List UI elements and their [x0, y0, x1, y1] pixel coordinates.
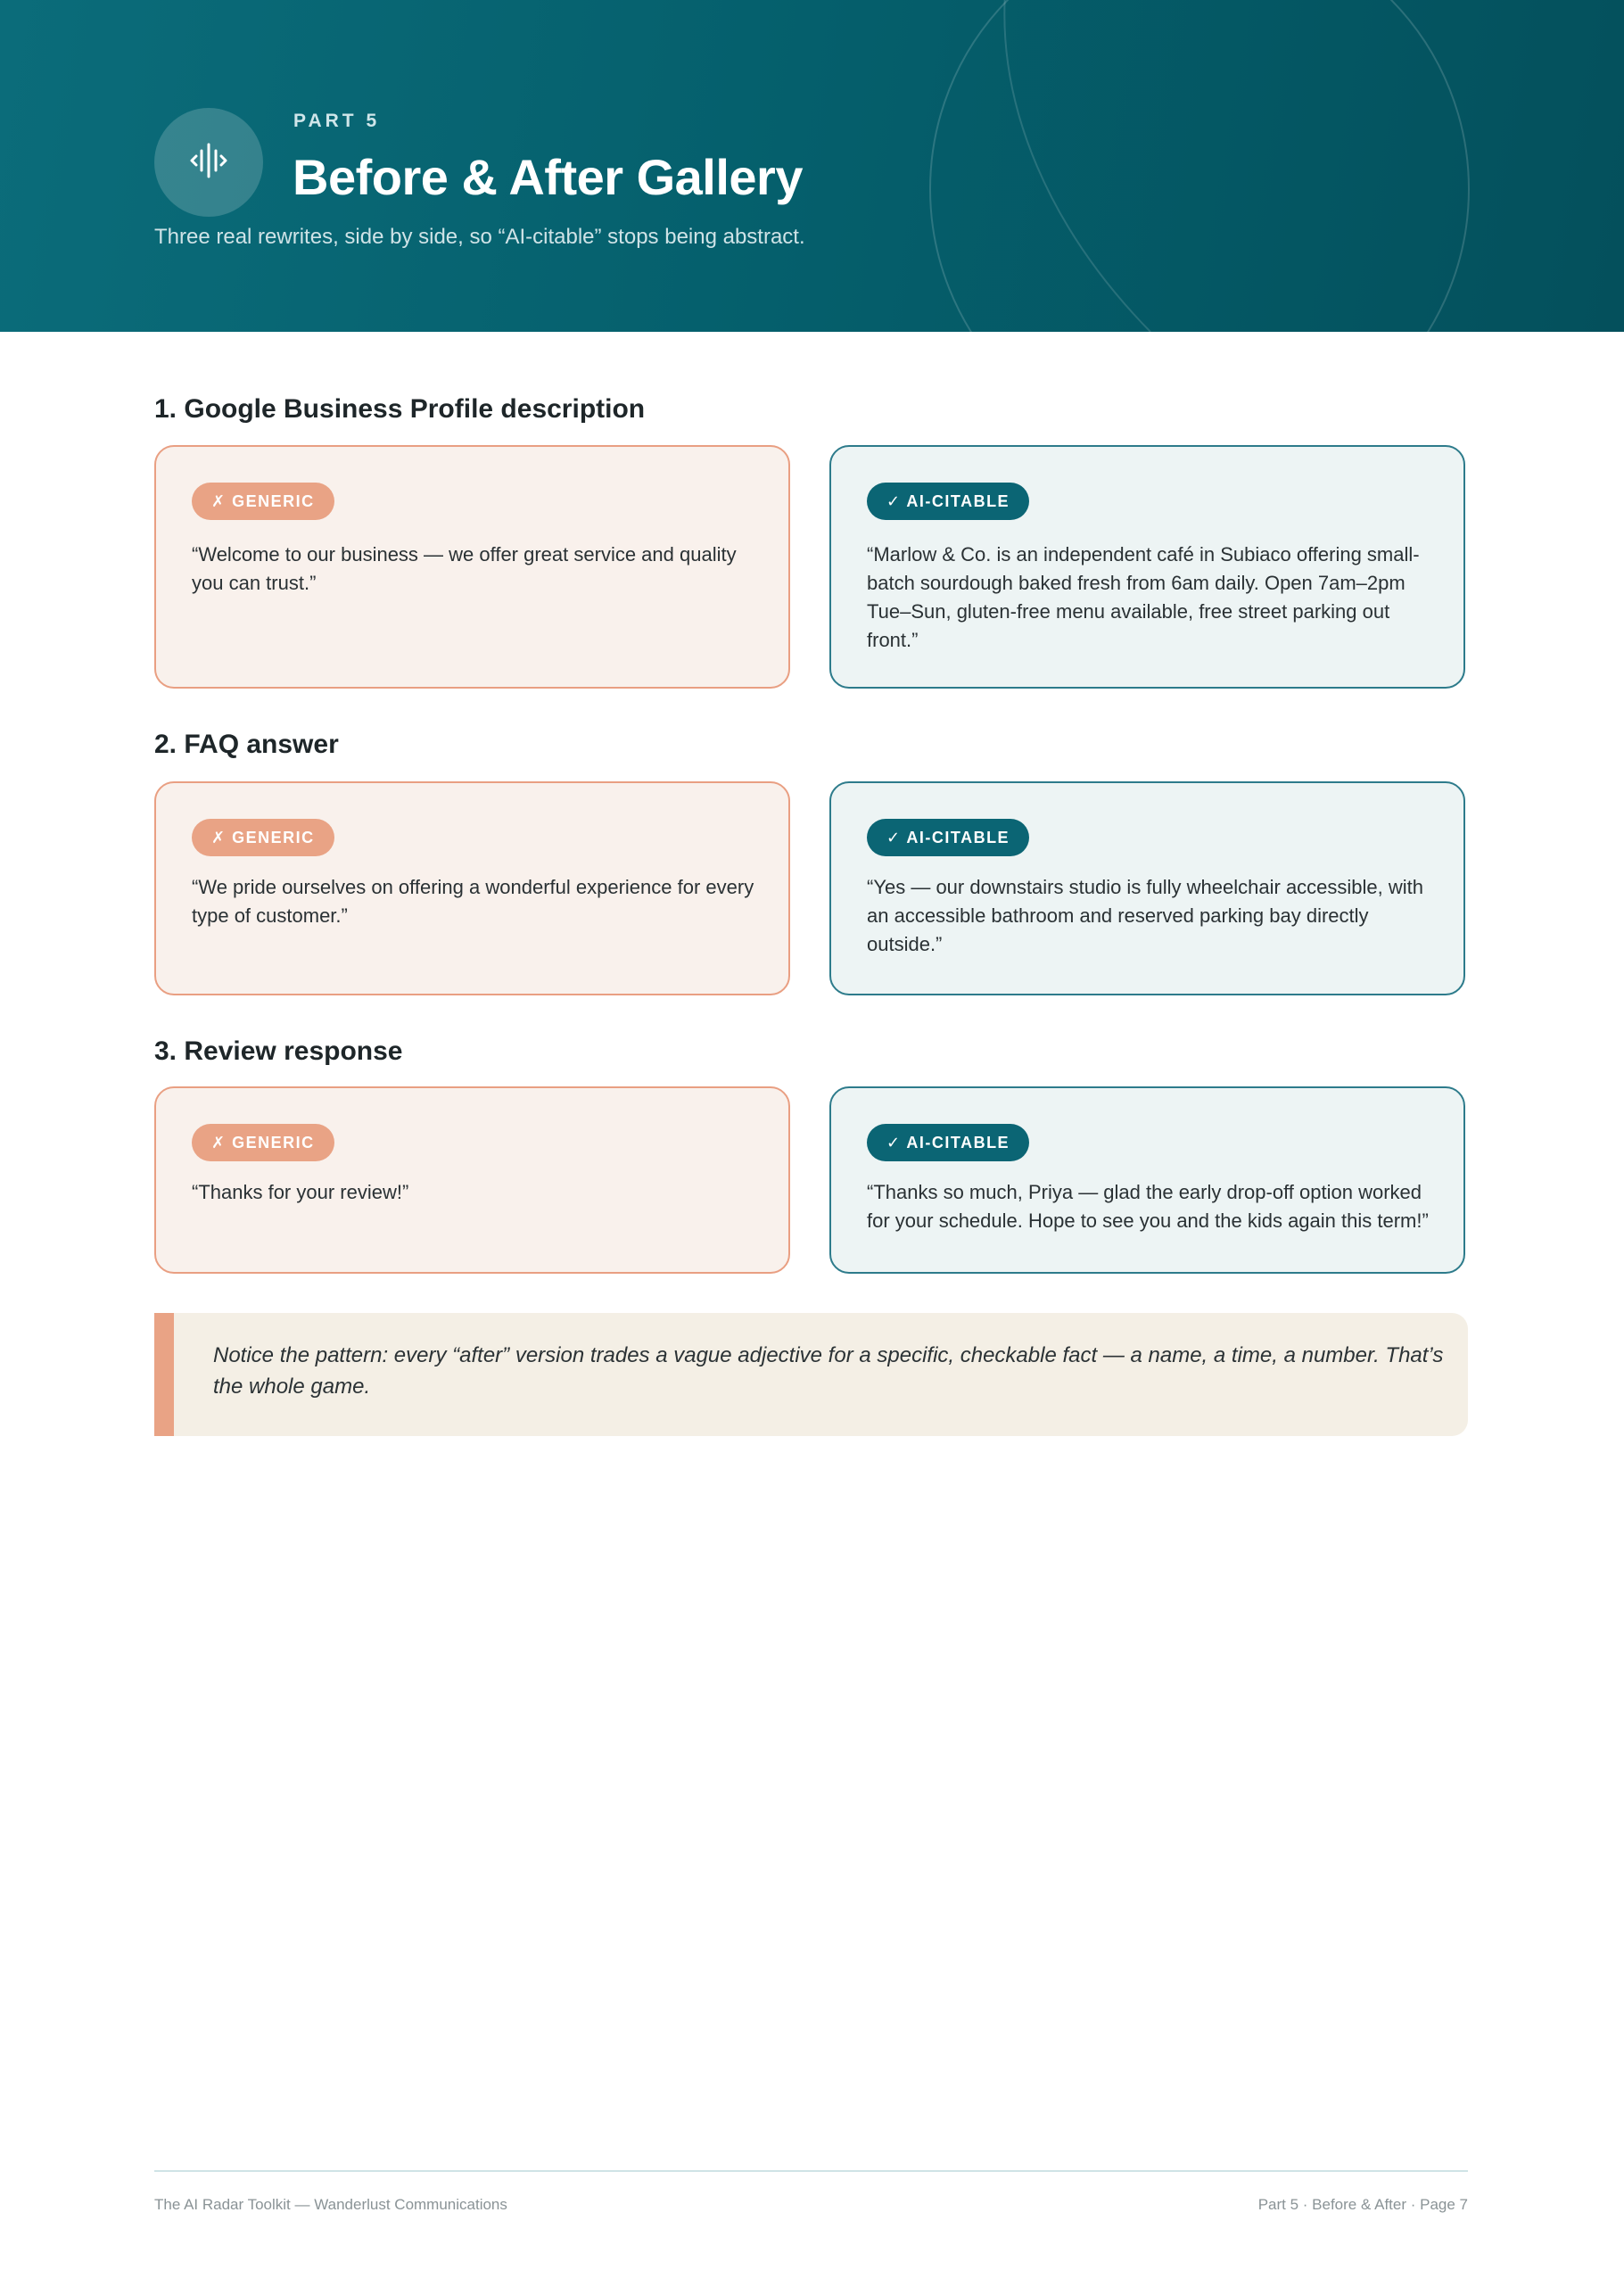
- generic-badge: ✗ GENERIC: [192, 483, 334, 520]
- footer-divider: [154, 2170, 1468, 2172]
- before-card: [154, 1086, 790, 1274]
- part-eyebrow: PART 5: [293, 111, 381, 131]
- footer-publication: The AI Radar Toolkit — Wanderlust Communications: [154, 2196, 507, 2213]
- after-text: “Marlow & Co. is an independent café in Subiaco offering small-batch sourdough baked fresh from 6am daily. Open 7am–2pm Tue–Sun, gluten-free menu available, free street parking out front.”: [867, 543, 1420, 651]
- before-text: “Thanks for your review!”: [192, 1181, 409, 1203]
- pattern-callout: [154, 1313, 1468, 1436]
- after-card: [829, 445, 1465, 689]
- before-text: “We pride ourselves on offering a wonderful experience for every type of customer.”: [192, 876, 754, 927]
- ai-citable-badge: ✓ AI-CITABLE: [867, 1124, 1029, 1161]
- section-heading: 1. Google Business Profile description: [154, 394, 646, 424]
- ai-citable-badge: ✓ AI-CITABLE: [867, 819, 1029, 856]
- section-heading: 3. Review response: [154, 1036, 403, 1066]
- compare-split-icon: [188, 140, 229, 186]
- callout-text: Notice the pattern: every “after” version trades a vague adjective for a specific, checkable fact — a name, a time, a number. That’s the whole game.: [213, 1343, 1444, 1399]
- section-heading: 2. FAQ answer: [154, 730, 339, 759]
- generic-badge: ✗ GENERIC: [192, 1124, 334, 1161]
- after-text: “Yes — our downstairs studio is fully wheelchair accessible, with an accessible bathroom and reserved parking bay directly outside.”: [867, 876, 1424, 955]
- callout-accent-bar: [154, 1313, 174, 1436]
- page-header: [0, 0, 1624, 332]
- page-subtitle: Three real rewrites, side by side, so “AI-citable” stops being abstract.: [154, 225, 805, 249]
- after-card: [829, 1086, 1465, 1274]
- before-card: [154, 445, 790, 689]
- part-badge: [154, 108, 263, 217]
- before-card: [154, 781, 790, 995]
- footer-page-info: Part 5 · Before & After · Page 7: [1257, 2196, 1468, 2213]
- ai-citable-badge: ✓ AI-CITABLE: [867, 483, 1029, 520]
- after-text: “Thanks so much, Priya — glad the early drop-off option worked for your schedule. Hope to see you and the kids again this term!”: [867, 1181, 1429, 1232]
- before-text: “Welcome to our business — we offer great service and quality you can trust.”: [192, 543, 737, 594]
- generic-badge: ✗ GENERIC: [192, 819, 334, 856]
- after-card: [829, 781, 1465, 995]
- page-title: Before & After Gallery: [293, 149, 803, 205]
